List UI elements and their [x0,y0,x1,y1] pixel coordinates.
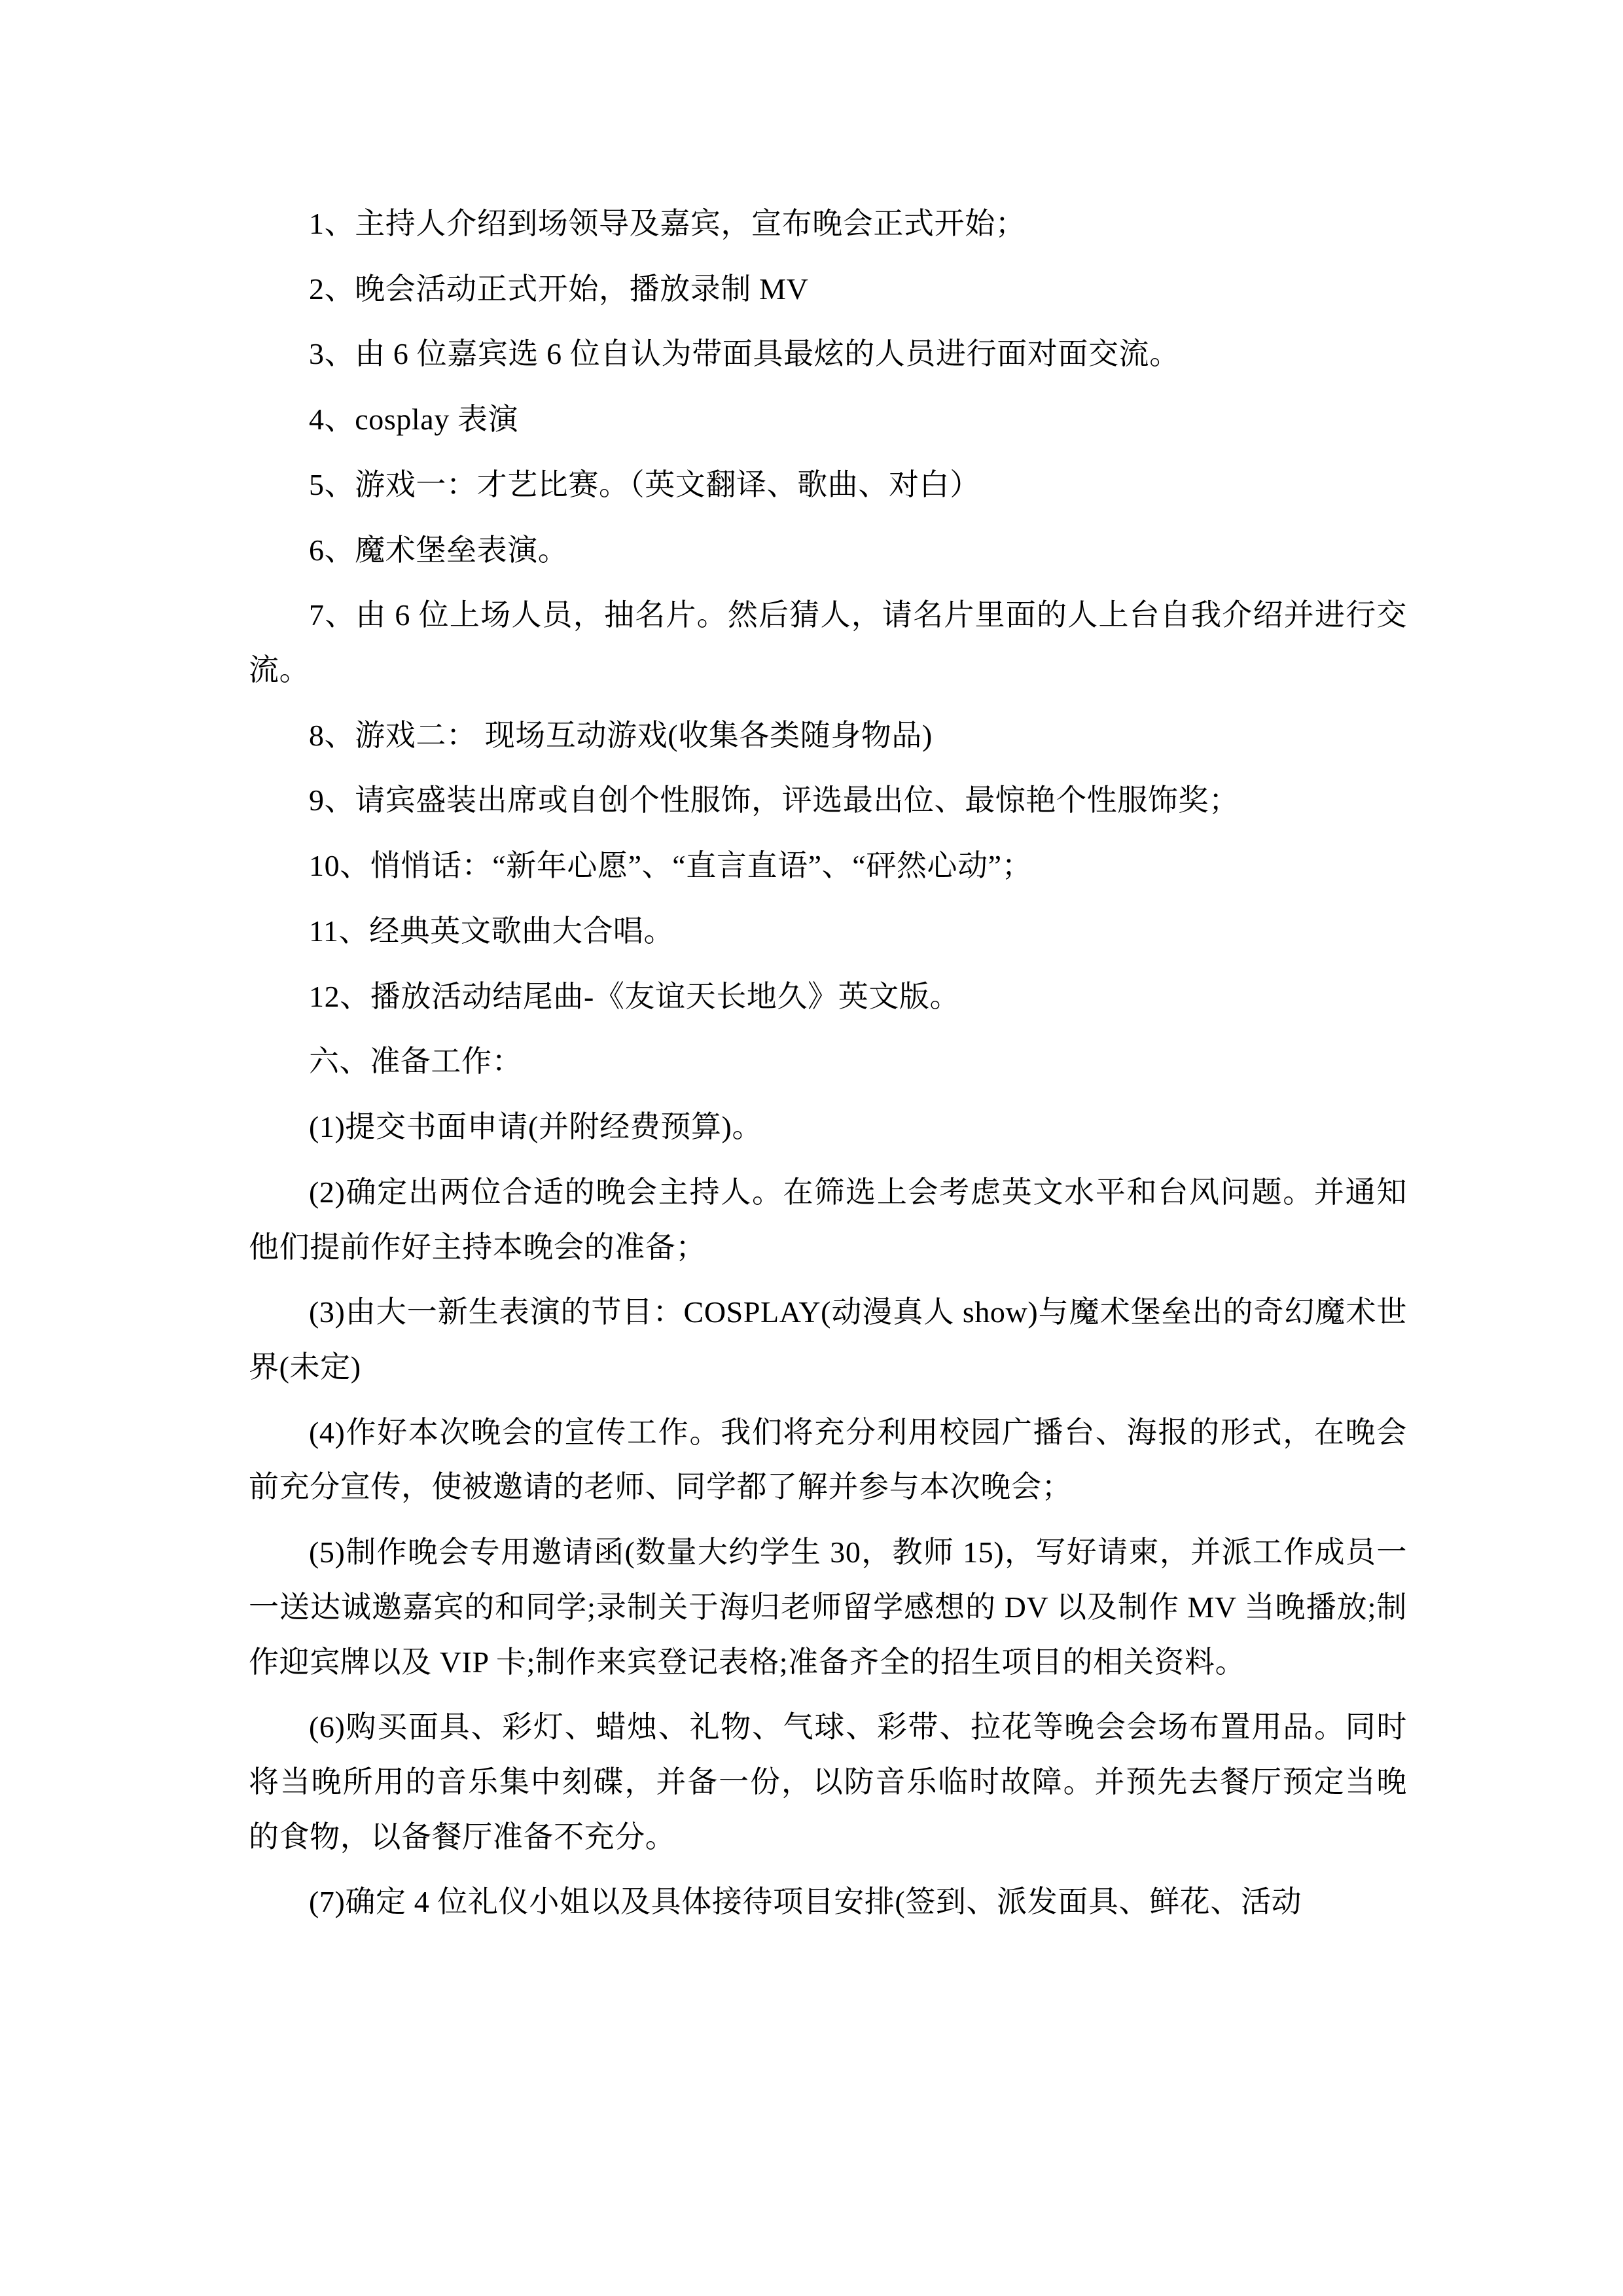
paragraph-8: 8、游戏二： 现场互动游戏(收集各类随身物品) [309,718,933,752]
paragraph-prep-3: (3)由大一新生表演的节目：COSPLAY(动漫真人 show)与魔术堡垒出的奇幻魔术世界(未定) [249,1295,1407,1384]
paragraph-prep-7: (7)确定 4 位礼仪小姐以及具体接待项目安排(签到、派发面具、鲜花、活动 [309,1885,1302,1919]
paragraph-10: 10、悄悄话：“新年心愿”、“直言直语”、“砰然心动”； [309,849,1033,883]
paragraph-3: 3、由 6 位嘉宾选 6 位自认为带面具最炫的人员进行面对面交流。 [309,337,1180,371]
paragraph-6: 6、魔术堡垒表演。 [309,533,569,567]
paragraph-11: 11、经典英文歌曲大合唱。 [309,914,675,948]
paragraph-7: 7、由 6 位上场人员，抽名片。然后猜人，请名片里面的人上台自我介绍并进行交流。 [249,598,1407,687]
paragraph-1: 1、主持人介绍到场领导及嘉宾，宣布晚会正式开始； [309,207,1026,240]
paragraph-prep-5: (5)制作晚会专用邀请函(数量大约学生 30，教师 15)，写好请柬，并派工作成员一一送达诚邀嘉宾的和同学;录制关于海归老师留学感想的 DV 以及制作 MV 当晚播放;制作迎宾牌以及 VIP 卡;制作来宾登记表格;准备齐全的招生项目的相关资料。 [249,1535,1407,1679]
paragraph-prep-1: (1)提交书面申请(并附经费预算)。 [309,1110,763,1144]
paragraph-prep-6: (6)购买面具、彩灯、蜡烛、礼物、气球、彩带、拉花等晚会会场布置用品。同时将当晚所用的音乐集中刻碟，并备一份，以防音乐临时故障。并预先去餐厅预定当晚的食物，以备餐厅准备不充分。 [249,1710,1407,1854]
paragraph-9: 9、请宾盛装出席或自创个性服饰，评选最出位、最惊艳个性服饰奖； [309,783,1240,817]
paragraph-2: 2、晚会活动正式开始，播放录制 MV [309,272,809,306]
section-heading-preparation: 六、准备工作： [309,1045,523,1079]
paragraph-4: 4、cosplay 表演 [309,403,519,437]
paragraph-12: 12、播放活动结尾曲-《友谊天长地久》英文版。 [309,979,961,1013]
document-body [249,196,1407,1929]
paragraph-5: 5、游戏一：才艺比赛。（英文翻译、歌曲、对白） [309,467,980,501]
paragraph-prep-4: (4)作好本次晚会的宣传工作。我们将充分利用校园广播台、海报的形式，在晚会前充分宣传，使被邀请的老师、同学都了解并参与本次晚会； [249,1415,1407,1504]
paragraph-prep-2: (2)确定出两位合适的晚会主持人。在筛选上会考虑英文水平和台风问题。并通知他们提前作好主持本晚会的准备； [249,1175,1407,1264]
